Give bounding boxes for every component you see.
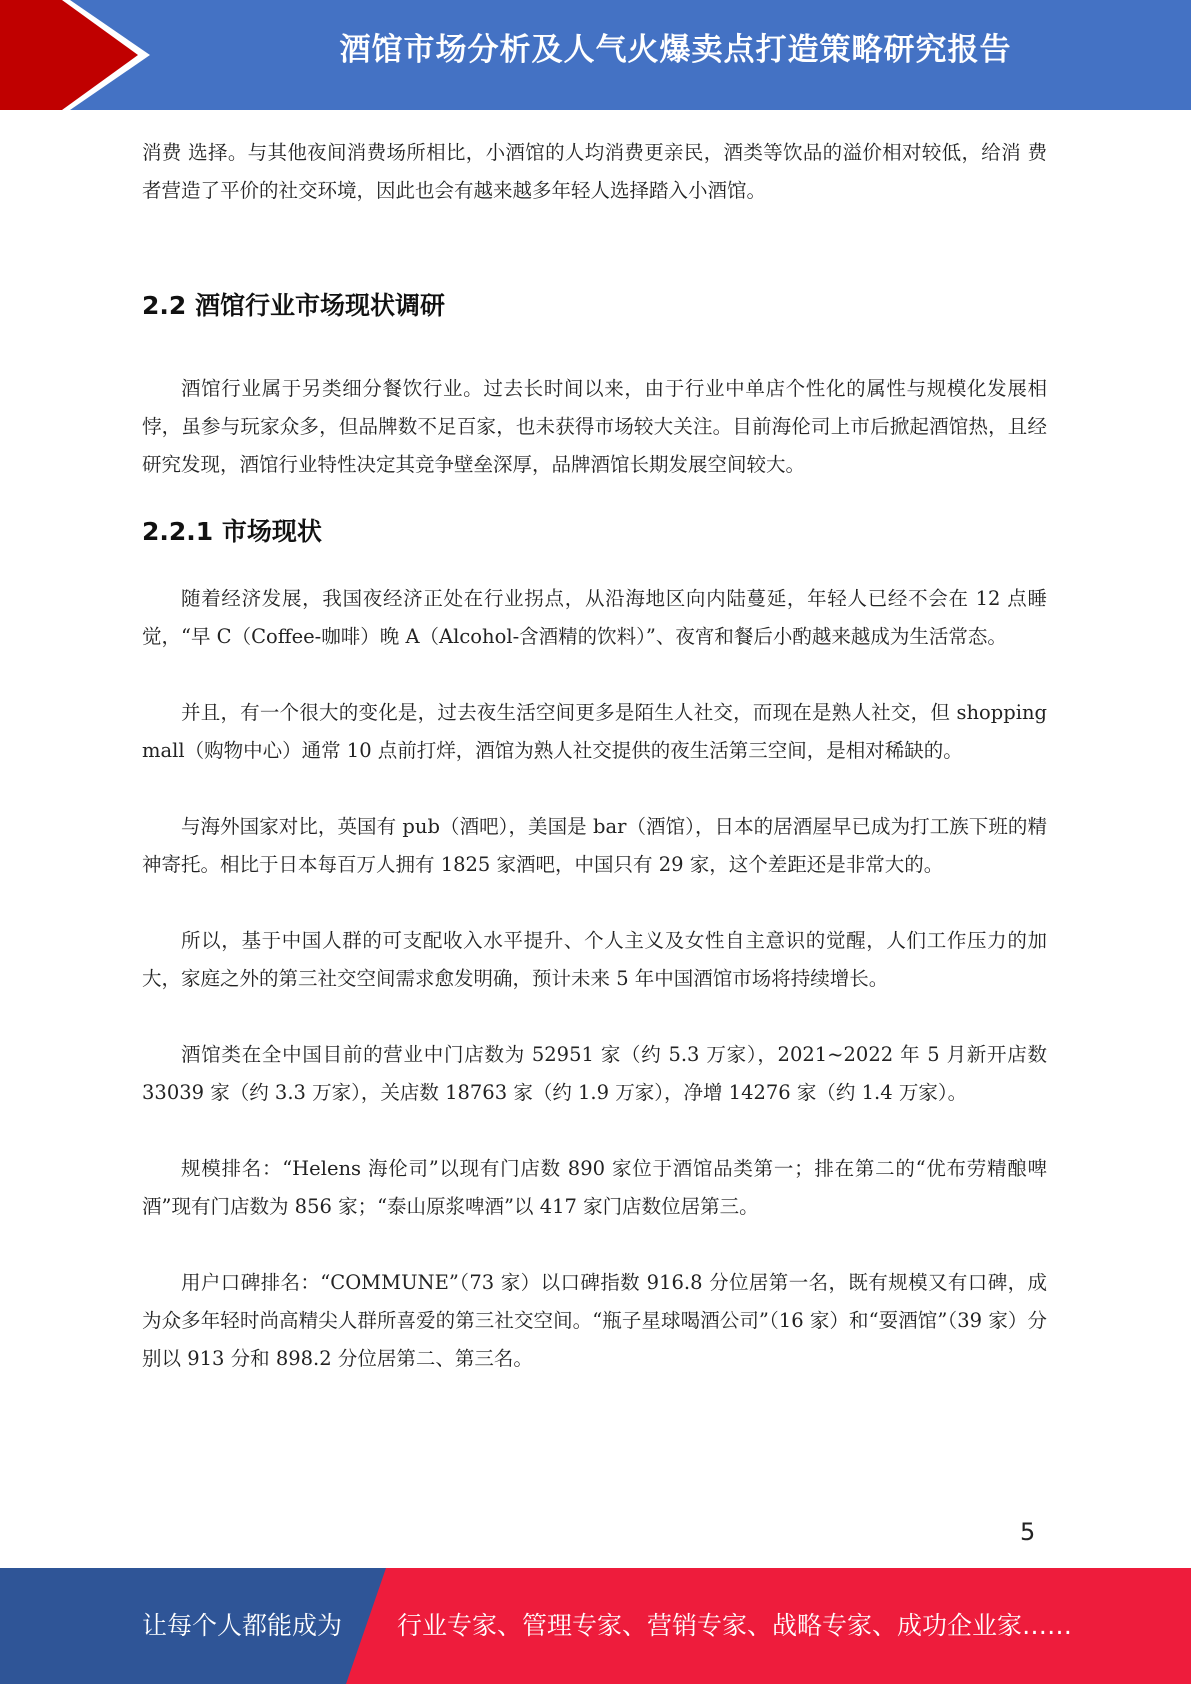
market-paragraph: 规模排名：“Helens 海伦司”以现有门店数 890 家位于酒馆品类第一；排在第二的“优布劳精酿啤酒”现有门店数为 856 家；“泰山原浆啤酒”以 417 家门店数位居第三。 bbox=[142, 1157, 1047, 1218]
section-heading-2-2: 2.2 酒馆行业市场现状调研 bbox=[142, 291, 445, 320]
page-header bbox=[0, 0, 1191, 110]
page-footer bbox=[0, 1568, 1191, 1684]
market-paragraph: 酒馆类在全中国目前的营业中门店数为 52951 家（约 5.3 万家），2021~2022 年 5 月新开店数 33039 家（约 3.3 万家），关店数 18763 家（约 1.9 万家），净增 14276 家（约 1.4 万家）。 bbox=[142, 1043, 1047, 1104]
footer-slogan-left: 让每个人都能成为 bbox=[142, 1611, 343, 1640]
section-2-2-paragraph: 酒馆行业属于另类细分餐饮行业。过去长时间以来，由于行业中单店个性化的属性与规模化发展相悖，虽参与玩家众多，但品牌数不足百家，也未获得市场较大关注。目前海伦司上市后掀起酒馆热，且经研究发现，酒馆行业特性决定其竞争壁垒深厚，品牌酒馆长期发展空间较大。 bbox=[142, 377, 1047, 476]
page-number: 5 bbox=[1020, 1518, 1036, 1546]
market-paragraph: 随着经济发展，我国夜经济正处在行业拐点，从沿海地区向内陆蔓延，年轻人已经不会在 12 点睡觉，“早 C（Coffee-咖啡）晚 A（Alcohol-含酒精的饮料）”、夜宵和餐后小酌越来越成为生活常态。 bbox=[142, 587, 1047, 648]
market-paragraph: 所以，基于中国人群的可支配收入水平提升、个人主义及女性自主意识的觉醒，人们工作压力的加大，家庭之外的第三社交空间需求愈发明确，预计未来 5 年中国酒馆市场将持续增长。 bbox=[142, 929, 1047, 990]
market-paragraph: 并且，有一个很大的变化是，过去夜生活空间更多是陌生人社交，而现在是熟人社交，但 shopping mall（购物中心）通常 10 点前打烊，酒馆为熟人社交提供的夜生活第三空间，是相对稀缺的。 bbox=[142, 701, 1047, 762]
header-chevron-icon bbox=[0, 0, 160, 110]
market-paragraph: 与海外国家对比，英国有 pub（酒吧），美国是 bar（酒馆），日本的居酒屋早已成为打工族下班的精神寄托。相比于日本每百万人拥有 1825 家酒吧，中国只有 29 家，这个差距还是非常大的。 bbox=[142, 815, 1047, 876]
report-title: 酒馆市场分析及人气火爆卖点打造策略研究报告 bbox=[339, 32, 1012, 68]
intro-paragraph: 消费 选择。与其他夜间消费场所相比，小酒馆的人均消费更亲民，酒类等饮品的溢价相对较低，给消 费者营造了平价的社交环境，因此也会有越来越多年轻人选择踏入小酒馆。 bbox=[142, 141, 1047, 202]
market-paragraph: 用户口碑排名：“COMMUNE”（73 家）以口碑指数 916.8 分位居第一名，既有规模又有口碑，成为众多年轻时尚高精尖人群所喜爱的第三社交空间。“瓶子星球喝酒公司”（16 家）和“耍酒馆”（39 家）分别以 913 分和 898.2 分位居第二、第三名。 bbox=[142, 1271, 1047, 1370]
footer-slogan-right: 行业专家、管理专家、营销专家、战略专家、成功企业家…… bbox=[397, 1611, 1073, 1640]
page-body bbox=[142, 134, 1047, 1378]
section-heading-2-2-1: 2.2.1 市场现状 bbox=[142, 517, 322, 546]
